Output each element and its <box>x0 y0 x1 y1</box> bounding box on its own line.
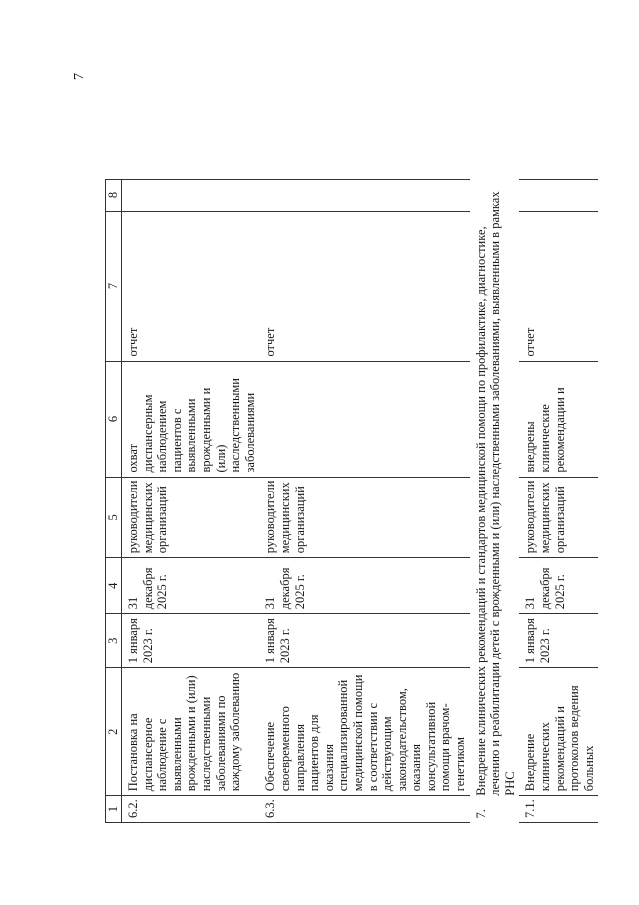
row-number: 6.3. <box>259 796 469 823</box>
row-start-date: 1 января 2023 г. <box>519 614 598 668</box>
section-heading: Внедрение клинических рекомендаций и стандартов медицинской помощи по профилактике, диагностике, лечению и реабилитации детей с врожденными и (или) наследственными заболеваниями, выявленными в рамках РНС <box>473 191 517 796</box>
row-title: Обеспечение своевременного направления пациентов для оказания специализированной медицинской помощи в соответствии с действующим законодательством, оказания консультативной помощи врачом-генетиком <box>259 668 469 796</box>
row-title: Внедрение клинических рекомендаций и протоколов ведения больных <box>519 668 598 796</box>
row-indicator: охват диспансерным наблюдением пациентов с выявленными врожденными и (или) наследственными заболеваниями <box>122 361 260 477</box>
row-col8 <box>519 179 598 211</box>
row-number: 7.1. <box>519 796 598 823</box>
table-row <box>519 179 598 822</box>
page-number: 7 <box>72 73 87 80</box>
section-number: 7. <box>473 809 488 819</box>
header-col-8: 8 <box>106 179 122 211</box>
table-row <box>259 179 469 822</box>
row-indicator: внедрены клинические рекомендации и <box>519 361 598 477</box>
plan-table <box>105 179 598 823</box>
row-end-date: 31 декабря 2025 г. <box>519 558 598 614</box>
row-indicator <box>259 361 469 477</box>
header-col-4: 4 <box>106 558 122 614</box>
header-col-2: 2 <box>106 668 122 796</box>
header-col-7: 7 <box>106 211 122 361</box>
row-number: 6.2. <box>122 796 260 823</box>
section-heading-row <box>470 179 520 822</box>
row-responsible: руководители медицинских организаций <box>122 477 260 558</box>
header-col-1: 1 <box>106 796 122 823</box>
row-report: отчет <box>122 211 260 361</box>
header-col-5: 5 <box>106 477 122 558</box>
row-start-date: 1 января 2023 г. <box>259 614 469 668</box>
row-responsible: руководители медицинских организаций <box>519 477 598 558</box>
row-col8 <box>122 179 260 211</box>
row-title: Постановка на диспансерное наблюдение с выявленными врожденными и (или) наследственными заболеваниями по каждому заболеванию <box>122 668 260 796</box>
row-start-date: 1 января 2023 г. <box>122 614 260 668</box>
row-col8 <box>259 179 469 211</box>
header-col-3: 3 <box>106 614 122 668</box>
table-row <box>122 179 260 822</box>
row-end-date: 31 декабря 2025 г. <box>122 558 260 614</box>
row-report: отчет <box>259 211 469 361</box>
row-responsible: руководители медицинских организаций <box>259 477 469 558</box>
row-report: отчет <box>519 211 598 361</box>
table-header-row <box>106 179 122 822</box>
row-end-date: 31 декабря 2025 г. <box>259 558 469 614</box>
header-col-6: 6 <box>106 361 122 477</box>
